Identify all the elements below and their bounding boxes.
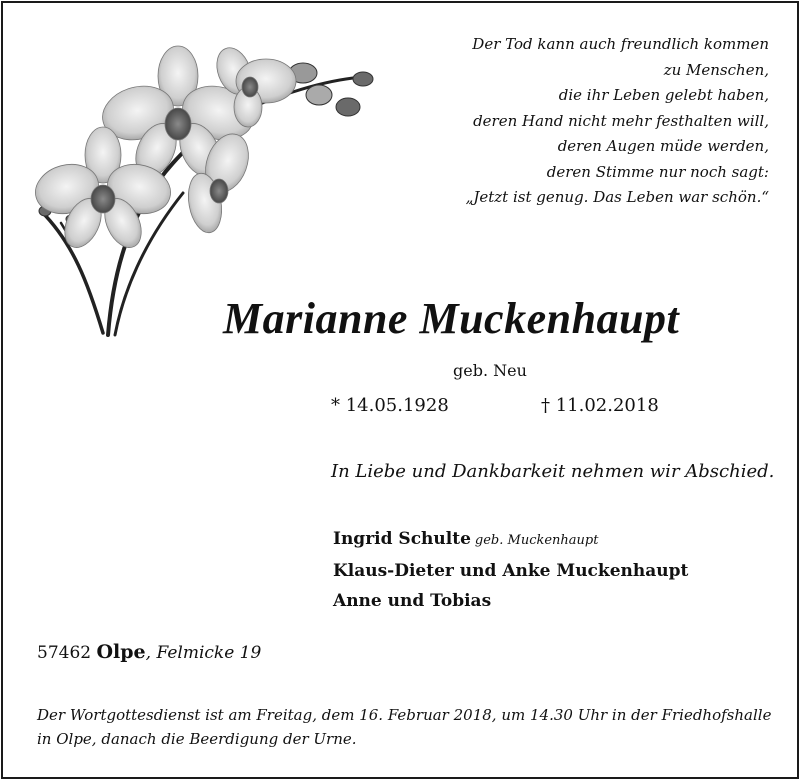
poem-line: Der Tod kann auch freundlich kommen <box>472 35 769 53</box>
poem-line: die ihr Leben gelebt haben, <box>558 86 769 104</box>
postcode: 57462 <box>37 643 92 663</box>
death-notice-card <box>1 1 799 779</box>
farewell-text: In Liebe und Dankbarkeit nehmen wir Abschied. <box>331 461 775 482</box>
birth-date: * 14.05.1928 <box>331 395 449 416</box>
mourner-name: Anne und Tobias <box>333 591 492 611</box>
poem-line: zu Menschen, <box>663 60 769 79</box>
maiden-name: geb. Neu <box>453 361 527 380</box>
poem-line: deren Stimme nur noch sagt: <box>546 162 769 181</box>
city: Olpe <box>96 641 146 663</box>
mourner-item <box>333 524 688 556</box>
poem-line: deren Augen müde werden, <box>557 137 769 155</box>
mourner-item <box>333 556 688 586</box>
street: , Felmicke 19 <box>145 643 262 663</box>
mourner-name: Ingrid Schulte <box>333 529 471 549</box>
death-date: † 11.02.2018 <box>541 395 659 416</box>
deceased-name: Marianne Muckenhaupt <box>223 294 680 343</box>
address <box>37 641 261 663</box>
mourners-list <box>333 524 688 616</box>
mourner-item <box>333 586 688 616</box>
poem-line: „Jetzt ist genug. Das Leben war schön.“ <box>465 188 769 206</box>
service-info: Der Wortgottesdienst ist am Freitag, dem 16. Februar 2018, um 14.30 Uhr in der Friedhofshalle in Olpe, danach die Beerdigung der Urne. <box>37 706 772 748</box>
poem-line: deren Hand nicht mehr festhalten will, <box>473 111 769 130</box>
mourner-name: Klaus-Dieter und Anke Muckenhaupt <box>333 561 689 581</box>
poem <box>466 32 769 211</box>
mourner-note: geb. Muckenhaupt <box>474 533 599 548</box>
